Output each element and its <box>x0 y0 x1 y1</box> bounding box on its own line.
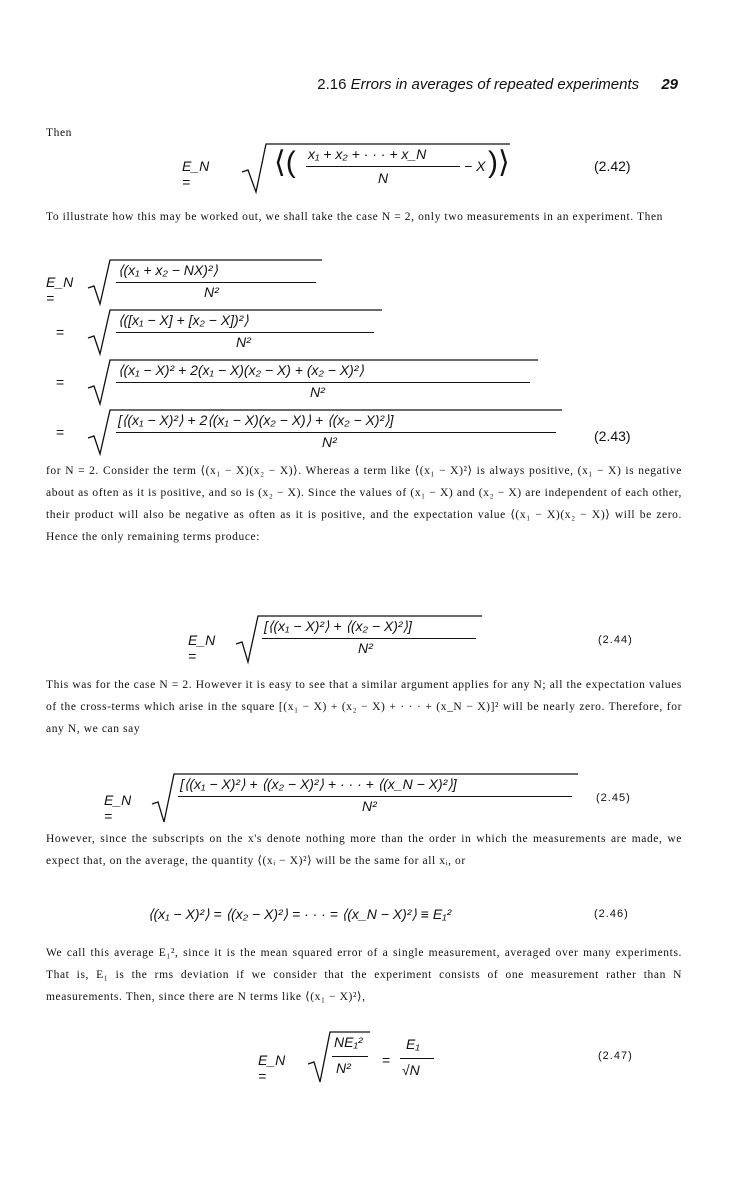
eq243-line2: ⟨([x₁ − X] + [x₂ − X])²⟩ N² <box>86 308 386 354</box>
eq247-radical <box>306 1030 370 1082</box>
page-number: 29 <box>661 76 678 93</box>
eq-number-2-42: (2.42) <box>594 158 631 174</box>
eq244-lhs: E_N = <box>188 632 216 664</box>
eq-number-2-44: (2.44) <box>598 634 633 646</box>
eq242-numerator: x₁ + x₂ + · · · + x_N <box>308 146 427 162</box>
eq243-line3: ⟨(x₁ − X)² + 2(x₁ − X)(x₂ − X) + (x₂ − X)²⟩ N² <box>86 358 546 404</box>
eq245-numerator: [⟨(x₁ − X)²⟩ + ⟨(x₂ − X)²⟩ + · · · + ⟨(x_N − X)²⟩] <box>180 776 457 792</box>
eq-number-2-43: (2.43) <box>594 428 631 444</box>
eq243-line4: [⟨(x₁ − X)²⟩ + 2⟨(x₁ − X)(x₂ − X)⟩ + ⟨(x₂ − X)²⟩] N² <box>86 408 566 454</box>
section-number: 2.16 <box>317 76 347 93</box>
eq242-tail: − X <box>464 158 486 174</box>
equation-2-46: ⟨(x₁ − X)²⟩ = ⟨(x₂ − X)²⟩ = · · · = ⟨(x_N − X)²⟩ ≡ E₁² <box>148 906 452 922</box>
eq243-lhs: E_N = <box>46 274 74 306</box>
text-consider: for N = 2. Consider the term ⟨(x₁ − X)(x₂ − X)⟩. Whereas a term like ⟨(x₁ − X)²⟩ is always positive, (x₁ − X) is negative about as often as it is positive, and so is (x₂ − X). Since the values of (x₁ − X) and (x₂ − X) are independent of each other, their product will also be negative as often as it is positive, and the expectation value ⟨(x₁ − X)(x₂ − X)⟩ will be zero. Hence the only remaining terms produce: <box>46 465 682 543</box>
eq-number-2-47: (2.47) <box>598 1050 633 1062</box>
eq-number-2-46: (2.46) <box>594 908 629 920</box>
eq244-numerator: [⟨(x₁ − X)²⟩ + ⟨(x₂ − X)²⟩] <box>264 618 412 634</box>
eq243-line1: ⟨(x₁ + x₂ − NX)²⟩ N² <box>86 258 326 304</box>
section-title-italic: Errors in averages of <box>350 76 490 93</box>
text-illustrate: To illustrate how this may be worked out, we shall take the case N = 2, only two measurements in an experiment. Then <box>46 211 664 223</box>
eq247-lhs: E_N = <box>258 1052 286 1084</box>
text-however: However, since the subscripts on the x's denote nothing more than the order in which the measurements are made, we expect that, on the average, the quantity ⟨(xᵢ − X)²⟩ will be the same for all xᵢ, or <box>46 833 682 867</box>
eq244-radical <box>234 614 484 662</box>
section-title-rest: repeated experiments <box>494 76 640 93</box>
eq247-rhs-denominator: √N <box>402 1062 420 1078</box>
text-this-was: This was for the case N = 2. However it is easy to see that a similar argument applies for any N; all the expectation values of the cross-terms which arise in the square [(x₁ − X) + (x₂ − X) + · · · + (x_N − X)]² will be nearly zero. Therefore, for any N, we can say <box>46 679 682 735</box>
eq242-radical: ⟨( x₁ + x₂ + · · · + x_N N − X )⟩ <box>240 142 510 192</box>
eq245-denominator: N² <box>362 798 377 814</box>
eq245-lhs: E_N = <box>104 792 132 824</box>
eq245-radical <box>150 772 580 822</box>
eq-number-2-45: (2.45) <box>596 792 631 804</box>
eq242-denominator: N <box>378 170 389 186</box>
running-header <box>317 76 678 93</box>
eq242-lhs: E_N = <box>182 158 210 190</box>
eq247-rhs-numerator: E₁ <box>406 1036 420 1052</box>
eq247-denominator: N² <box>336 1060 351 1076</box>
text-then: Then <box>46 127 73 139</box>
eq244-denominator: N² <box>358 640 373 656</box>
eq247-numerator: NE₁² <box>334 1034 363 1050</box>
text-we-call: We call this average E₁², since it is the mean squared error of a single measurement, averaged over many experiments. That is, E₁ is the rms deviation if we consider that the experiment consists of one measurement rather than N measurements. Then, since there are N terms like ⟨(x₁ − X)²⟩, <box>46 947 682 1003</box>
